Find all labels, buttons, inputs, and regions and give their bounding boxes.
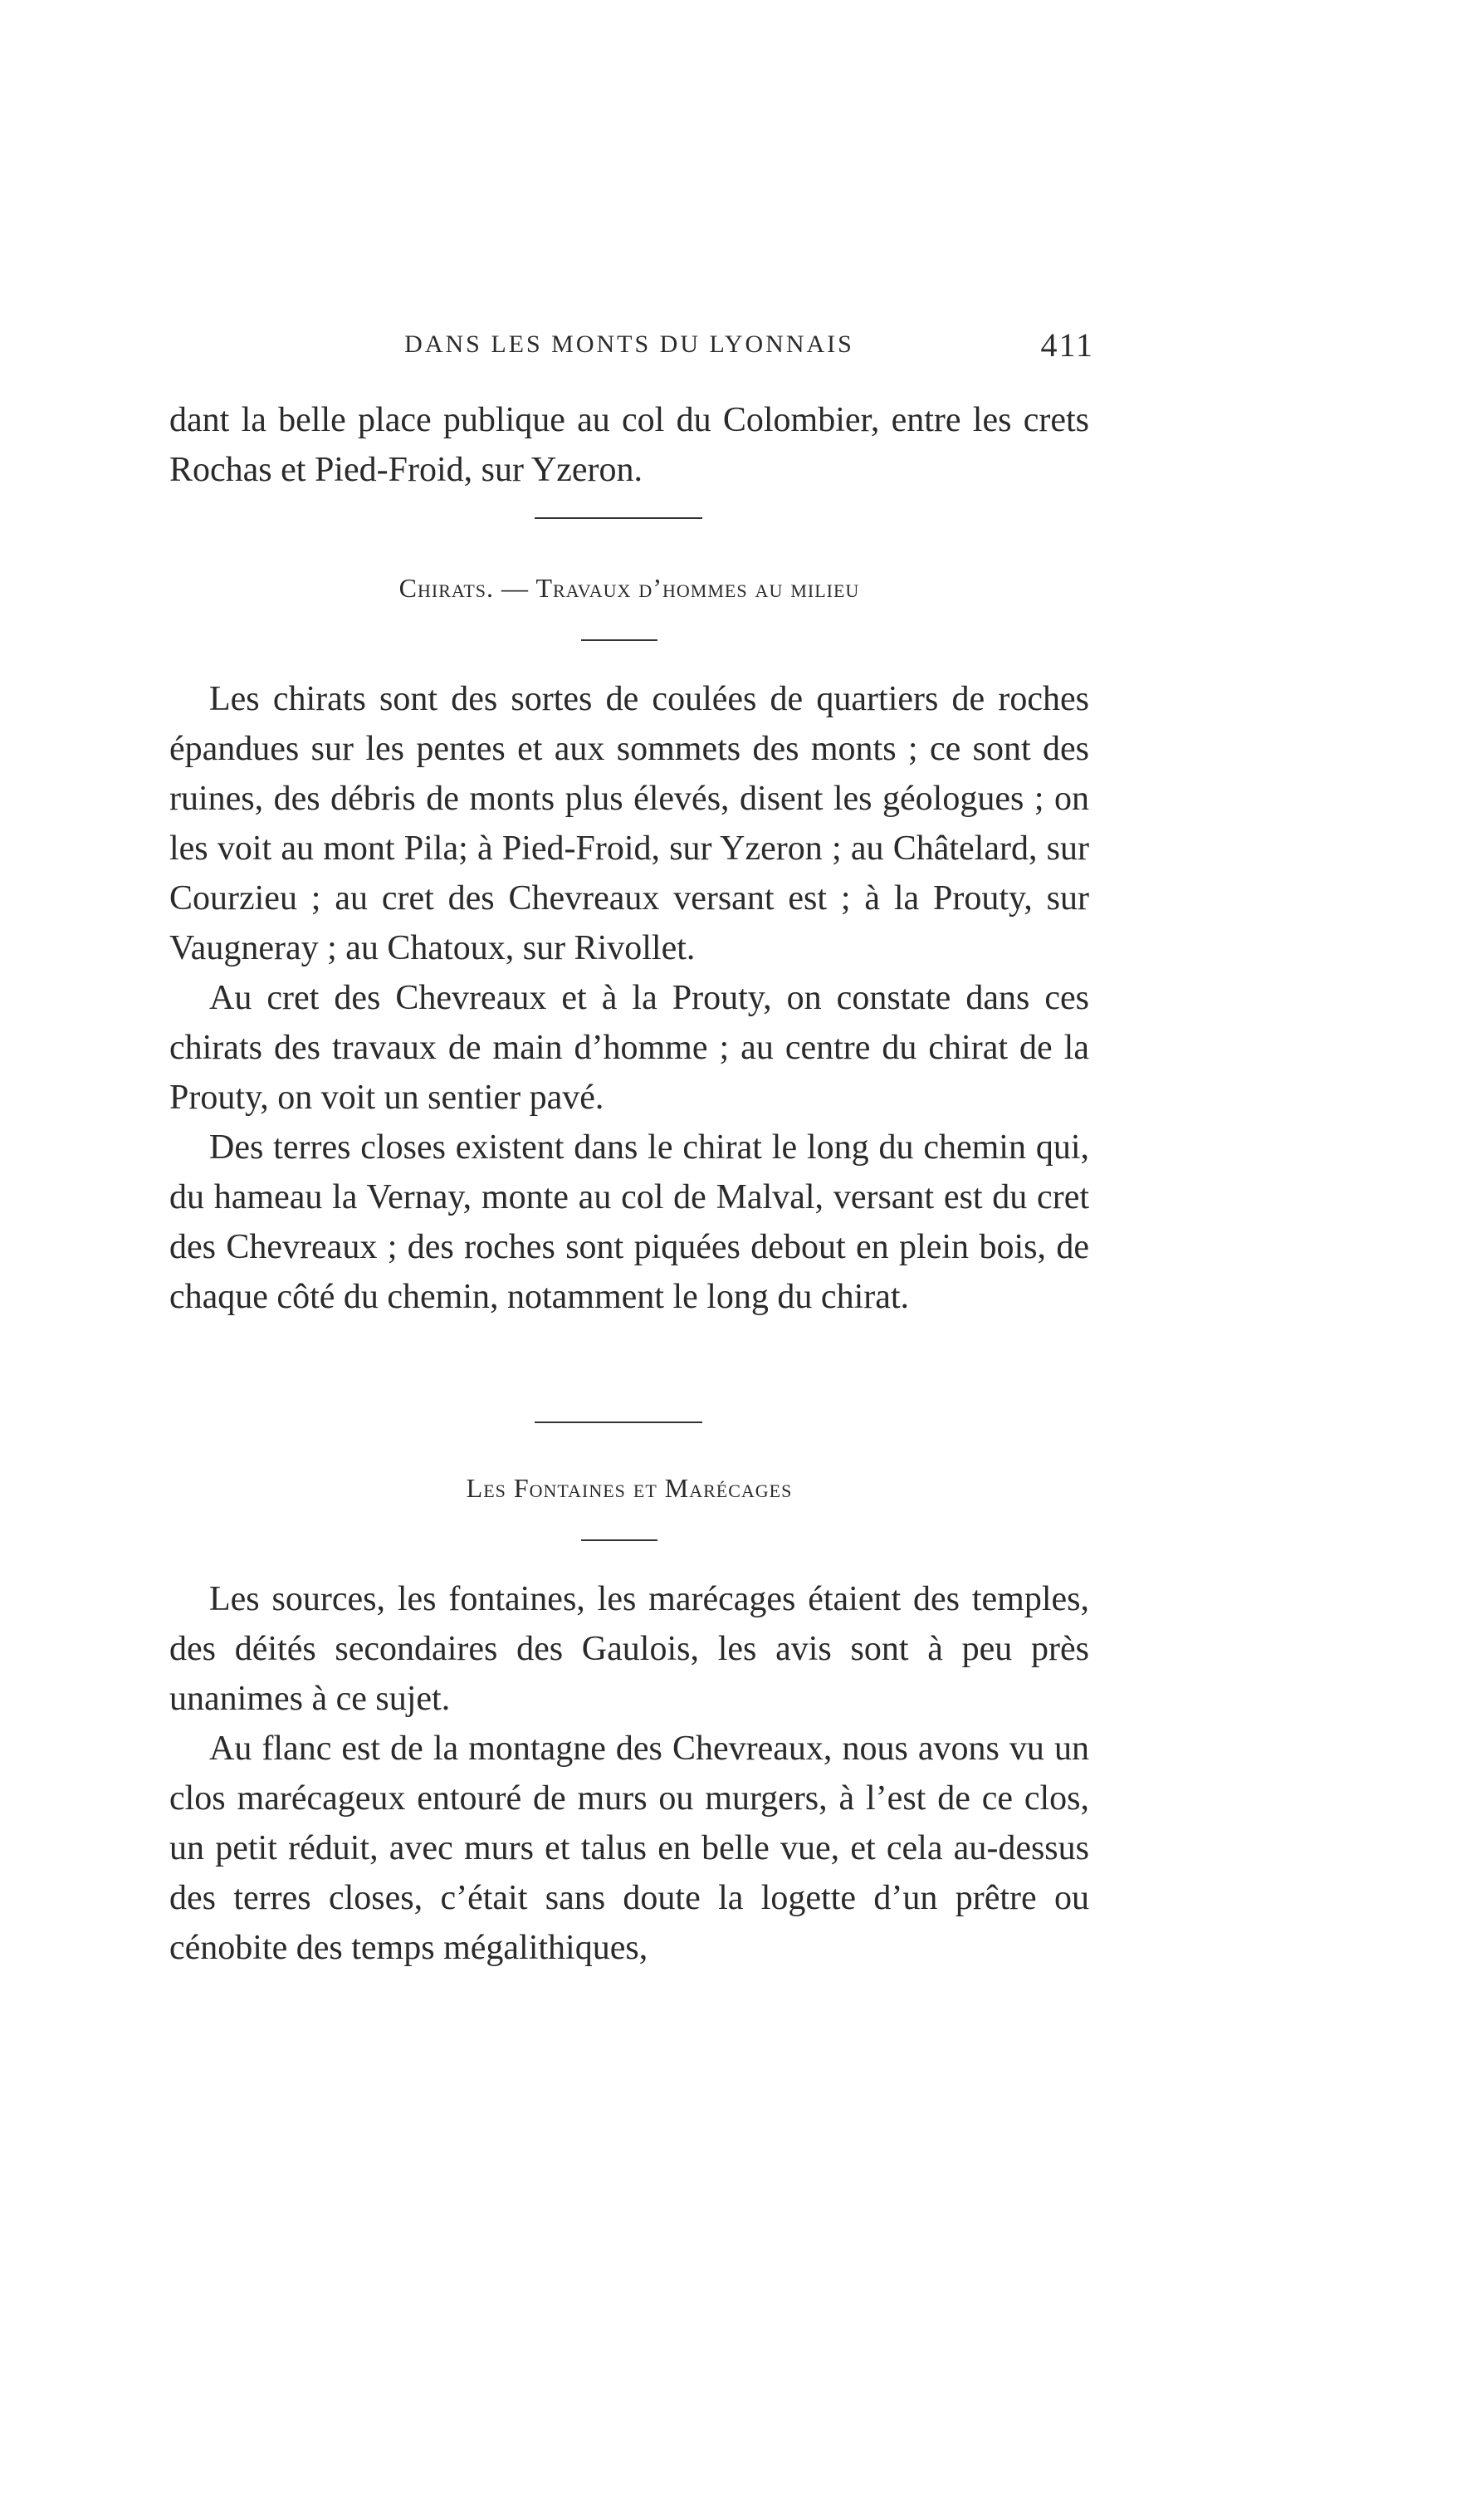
heading-underline <box>581 1539 657 1541</box>
paragraph: Les chirats sont des sortes de coulées de quartiers de roches épandues sur les pentes et aux sommets des monts ; ce sont des ruines, des débris de monts plus élevés, disent les géologues ; on les voit au mont Pila; à Pied-Froid, sur Yzeron ; au Châtelard, sur Courzieu ; au cret des Chevreaux versant est ; à la Prouty, sur Vaugneray ; au Chatoux, sur Rivollet. <box>169 680 1089 967</box>
section-body-fontaines <box>169 1574 1089 1973</box>
section-divider <box>535 517 702 519</box>
heading-underline <box>581 639 657 641</box>
section-heading-fontaines: Les Fontaines et Marécages <box>466 1473 793 1503</box>
section-heading-block <box>169 573 1089 604</box>
running-head <box>169 326 1094 372</box>
continuation-block <box>169 395 1089 495</box>
running-title: DANS LES MONTS DU LYONNAIS <box>404 330 854 358</box>
paragraph: Les sources, les fontaines, les marécages étaient des temples, des déités secondaires des Gaulois, les avis sont à peu près unanimes à ce sujet. <box>169 1580 1089 1718</box>
section-body-chirats <box>169 674 1089 1322</box>
paragraph: Au flanc est de la montagne des Chevreaux, nous avons vu un clos marécageux entouré de murs ou murgers, à l’est de ce clos, un petit réduit, avec murs et talus en belle vue, et cela au-dessus des terres closes, c’était sans doute la logette d’un prêtre ou cénobite des temps mégalithiques, <box>169 1730 1089 1967</box>
section-heading-chirats: Chirats. — Travaux d’hommes au milieu <box>398 573 860 603</box>
page-number: 411 <box>1040 326 1094 364</box>
continuation-paragraph: dant la belle place publique au col du Colombier, entre les crets Rochas et Pied-Froid, sur Yzeron. <box>169 401 1089 489</box>
paragraph: Au cret des Chevreaux et à la Prouty, on constate dans ces chirats des travaux de main d’homme ; au centre du chirat de la Prouty, on voit un sentier pavé. <box>169 979 1089 1117</box>
section-divider <box>535 1421 702 1423</box>
section-heading-block <box>169 1473 1089 1504</box>
paragraph: Des terres closes existent dans le chirat le long du chemin qui, du hameau la Vernay, monte au col de Malval, versant est du cret des Chevreaux ; des roches sont piquées debout en plein bois, de chaque côté du chemin, notamment le long du chirat. <box>169 1128 1089 1316</box>
